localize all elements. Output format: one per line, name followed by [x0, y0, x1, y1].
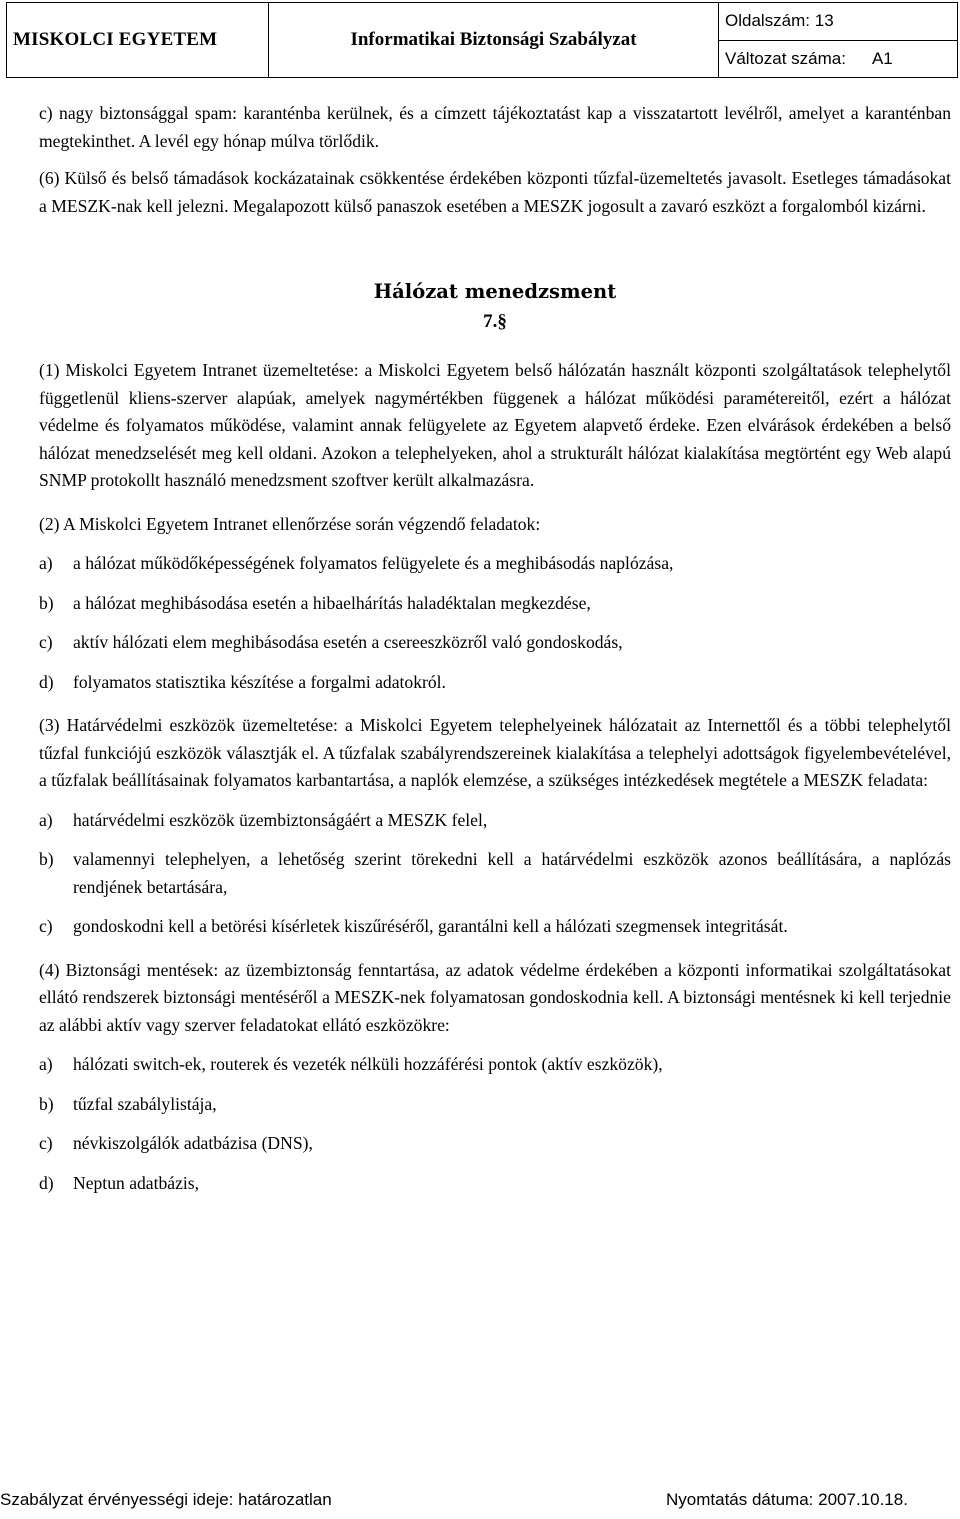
list-item-label: a)	[39, 809, 53, 830]
list-item	[39, 807, 951, 835]
list-item-text: aktív hálózati elem meghibásodása esetén a csereeszközről való gondoskodás,	[73, 632, 623, 652]
paragraph-4-intro: (4) Biztonsági mentések: az üzembiztonság fenntartása, az adatok védelme érdekében a központi informatikai szolgáltatásokat ellátó rendszerek biztonsági mentéséről a MESZK-nek folyamatosan gondoskodnia kell. A biztonsági mentésnek ki kell terjednie az alábbi aktív vagy szerver feladatokat ellátó eszközökre:	[39, 959, 951, 1035]
paragraph-3-intro: (3) Határvédelmi eszközök üzemeltetése: a Miskolci Egyetem telephelyeinek hálózatait az Internettől és a többi telephelytől tűzfal funkciójú eszközök választják el. A tűzfalak szabályrendszereinek kialakítása a telephelyi adottságok figyelembevételével, a tűzfalak beállításainak folyamatos karbantartása, a naplók elemzése, a szükséges intézkedések megtétele a MESZK feladata:	[39, 715, 951, 790]
version-value: A1	[871, 48, 893, 68]
list-item-label: b)	[39, 849, 54, 869]
version-label: Változat száma:	[725, 48, 846, 68]
list-item-text: Neptun adatbázis,	[73, 1172, 200, 1193]
footer-validity: Szabályzat érvényességi ideje: határozatlan	[0, 1490, 332, 1509]
list-item-text: valamennyi telephelyen, a lehetőség szerint törekedni kell a határvédelmi eszközök azonos beállítására, a naplózás rendjének betartására,	[73, 849, 951, 897]
list-item-label: d)	[39, 1172, 54, 1193]
list-item-label: c)	[39, 1133, 53, 1153]
paragraph-2-intro: (2) A Miskolci Egyetem Intranet ellenőrzése során végzendő feladatok:	[39, 513, 541, 534]
paragraph-6: (6) Külső és belső támadások kockázatainak csökkentése érdekében központi tűzfal-üzemeltetés javasolt. Esetleges támadásokat a MESZK-nak kell jelezni. Megalapozott külső panaszok esetében a MESZK jogosult a zavaró eszközt a forgalomból kizárni.	[39, 168, 951, 216]
list-item-text: a hálózat meghibásodása esetén a hibaelhárítás haladéktalan megkezdése,	[73, 592, 591, 613]
list-item-label: b)	[39, 592, 54, 613]
list-item-text: névkiszolgálók adatbázisa (DNS),	[73, 1133, 313, 1153]
header-document-title: Informatikai Biztonsági Szabályzat	[269, 3, 719, 77]
list-item-text: gondoskodni kell a betörési kísérletek kiszűréséről, garantálni kell a hálózati szegmensek integritását.	[73, 916, 788, 936]
paragraph-1: (1) Miskolci Egyetem Intranet üzemeltetése: a Miskolci Egyetem belső hálózatán használt központi szolgáltatások telephelytől függetlenül kliens-szerver alapúak, amelyek nagymértékben függenek a hálózat működési paramétereitől, ezért a hálózat védelme és folyamatos működése, valamint annak felügyelete az Egyetem alapvető érdeke. Ezen elvárások érdekében a belső hálózat menedzselését meg kell oldani. Azokon a telephelyeken, ahol a strukturált hálózat kialakítása megtörtént egy Web alapú SNMP protokollt használó menedzsment szoftver került alkalmazásra.	[39, 360, 951, 490]
list-item-text: folyamatos statisztika készítése a forgalmi adatokról.	[73, 671, 446, 692]
page-number-label: Oldalszám:	[725, 11, 811, 31]
list-item	[39, 629, 951, 657]
list-item	[39, 1091, 951, 1119]
header-university: MISKOLCI EGYETEM	[7, 3, 269, 77]
section-number: 7.§	[483, 310, 507, 332]
list-item	[39, 1051, 951, 1079]
list-item	[39, 1130, 951, 1158]
page-number-value: 13	[814, 11, 834, 31]
list-item-label: b)	[39, 1093, 54, 1114]
item-c-spam: c) nagy biztonsággal spam: karanténba kerülnek, és a címzett tájékoztatást kap a visszatartott levélről, amelyet a karanténban megtekinthet. A levél egy hónap múlva törlődik.	[39, 103, 951, 151]
list-item	[39, 913, 951, 941]
list-item-text: hálózati switch-ek, routerek és vezeték nélküli hozzáférési pontok (aktív eszközök),	[73, 1054, 663, 1074]
list-item	[39, 590, 951, 618]
list-item-label: a)	[39, 553, 53, 573]
list-item-text: tűzfal szabálylistája,	[73, 1093, 217, 1114]
list-item-label: d)	[39, 671, 54, 692]
list-item	[39, 1170, 951, 1198]
section-heading: Hálózat menedzsment	[373, 280, 617, 303]
list-item	[39, 550, 951, 578]
list-item-label: c)	[39, 916, 53, 936]
list-item-label: a)	[39, 1054, 53, 1074]
list-item	[39, 669, 951, 697]
list-item	[39, 846, 951, 901]
list-item-text: a hálózat működőképességének folyamatos felügyelete és a meghibásodás naplózása,	[73, 553, 674, 573]
document-body	[39, 100, 951, 1197]
header-version	[719, 41, 957, 78]
header-page-number	[719, 3, 957, 41]
page-header	[6, 2, 958, 78]
list-item-text: határvédelmi eszközök üzembiztonságáért a MESZK felel,	[73, 809, 488, 830]
footer-print-date: Nyomtatás dátuma: 2007.10.18.	[666, 1490, 908, 1509]
header-meta	[719, 3, 957, 77]
list-item-label: c)	[39, 632, 53, 652]
